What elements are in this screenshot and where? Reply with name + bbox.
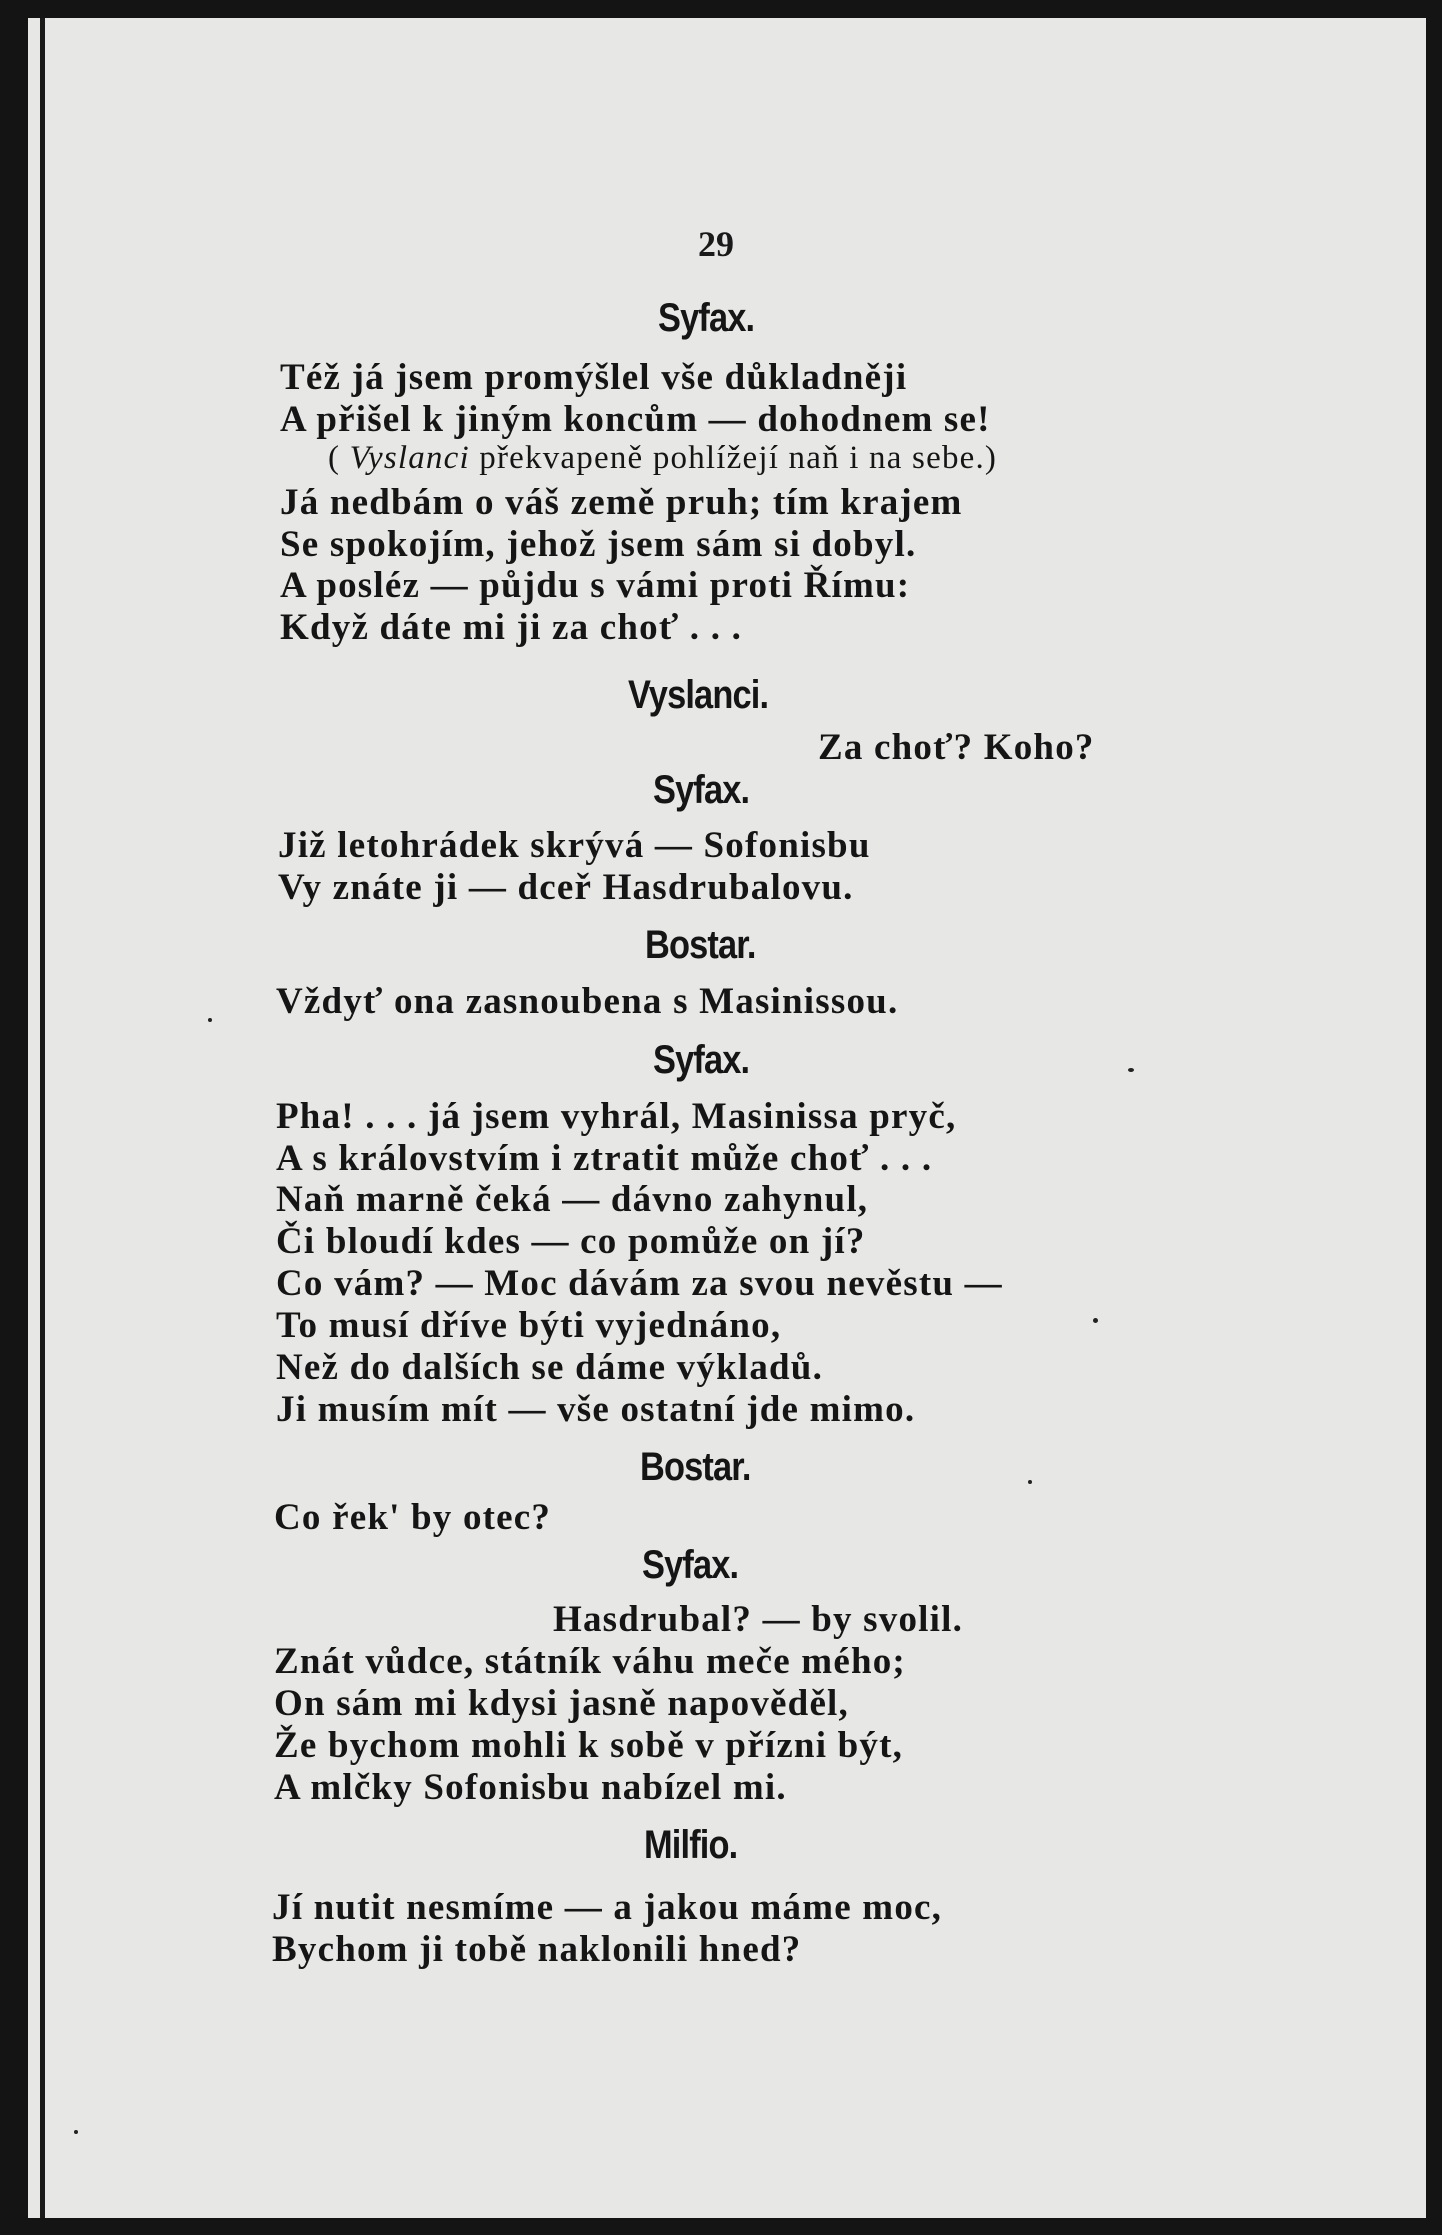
- speaker-name: Syfax.: [653, 1038, 750, 1082]
- speaker-name: Syfax.: [658, 296, 755, 340]
- verse-line: A přišel k jiným koncům — dohodnem se!: [280, 399, 991, 440]
- scan-speck: [74, 2130, 78, 2134]
- scan-speck: [1028, 1480, 1032, 1484]
- verse-line: Ji musím mít — vše ostatní jde mimo.: [276, 1389, 916, 1430]
- verse-line: A mlčky Sofonisbu nabízel mi.: [274, 1767, 787, 1808]
- verse-line: Vždyť ona zasnoubena s Masinissou.: [276, 981, 899, 1022]
- scan-speck: [1093, 1318, 1098, 1323]
- speaker-name: Syfax.: [642, 1543, 739, 1587]
- verse-line: Já nedbám o váš země pruh; tím krajem: [280, 482, 963, 523]
- verse-line: Vy znáte ji — dceř Hasdrubalovu.: [278, 867, 854, 908]
- verse-line: Naň marně čeká — dávno zahynul,: [276, 1179, 869, 1220]
- verse-line: Když dáte mi ji za choť . . .: [280, 607, 743, 648]
- verse-line: To musí dříve býti vyjednáno,: [276, 1305, 782, 1346]
- page-number: 29: [698, 224, 734, 264]
- speaker-name: Syfax.: [653, 768, 750, 812]
- verse-line: Že bychom mohli k sobě v přízni být,: [274, 1725, 904, 1766]
- scan-speck: [1128, 1068, 1134, 1072]
- verse-line: Bychom ji tobě naklonili hned?: [272, 1929, 802, 1970]
- verse-line: A s královstvím i ztratit může choť . . .: [276, 1138, 933, 1179]
- verse-line: Již letohrádek skrývá — Sofonisbu: [278, 825, 871, 866]
- verse-line: A posléz — půjdu s vámi proti Římu:: [280, 565, 911, 606]
- verse-line: Hasdrubal? — by svolil.: [553, 1599, 964, 1640]
- stage-direction: ( Vyslanci překvapeně pohlížejí naň i na sebe.): [328, 440, 998, 476]
- verse-line: Se spokojím, jehož jsem sám si dobyl.: [280, 524, 917, 565]
- verse-line: Či bloudí kdes — co pomůže on jí?: [276, 1221, 866, 1262]
- verse-line: Za choť? Koho?: [818, 727, 1095, 768]
- speaker-name: Bostar.: [645, 923, 756, 967]
- verse-line: On sám mi kdysi jasně napověděl,: [274, 1683, 849, 1724]
- verse-line: Též já jsem promýšlel vše důkladněji: [280, 357, 908, 398]
- book-page: [28, 18, 1426, 2218]
- verse-line: Co vám? — Moc dávám za svou nevěstu —: [276, 1263, 1003, 1304]
- verse-line: Než do dalších se dáme výkladů.: [276, 1347, 824, 1388]
- speaker-name: Bostar.: [640, 1445, 751, 1489]
- verse-line: Znát vůdce, státník váhu meče mého;: [274, 1641, 906, 1682]
- verse-line: Jí nutit nesmíme — a jakou máme moc,: [272, 1887, 943, 1928]
- left-margin-rule: [40, 18, 45, 2218]
- verse-line: Co řek' by otec?: [274, 1497, 552, 1538]
- scan-speck: [208, 1018, 212, 1022]
- speaker-name: Milfio.: [644, 1823, 738, 1867]
- speaker-name: Vyslanci.: [628, 673, 769, 717]
- verse-line: Pha! . . . já jsem vyhrál, Masinissa pryč,: [276, 1096, 957, 1137]
